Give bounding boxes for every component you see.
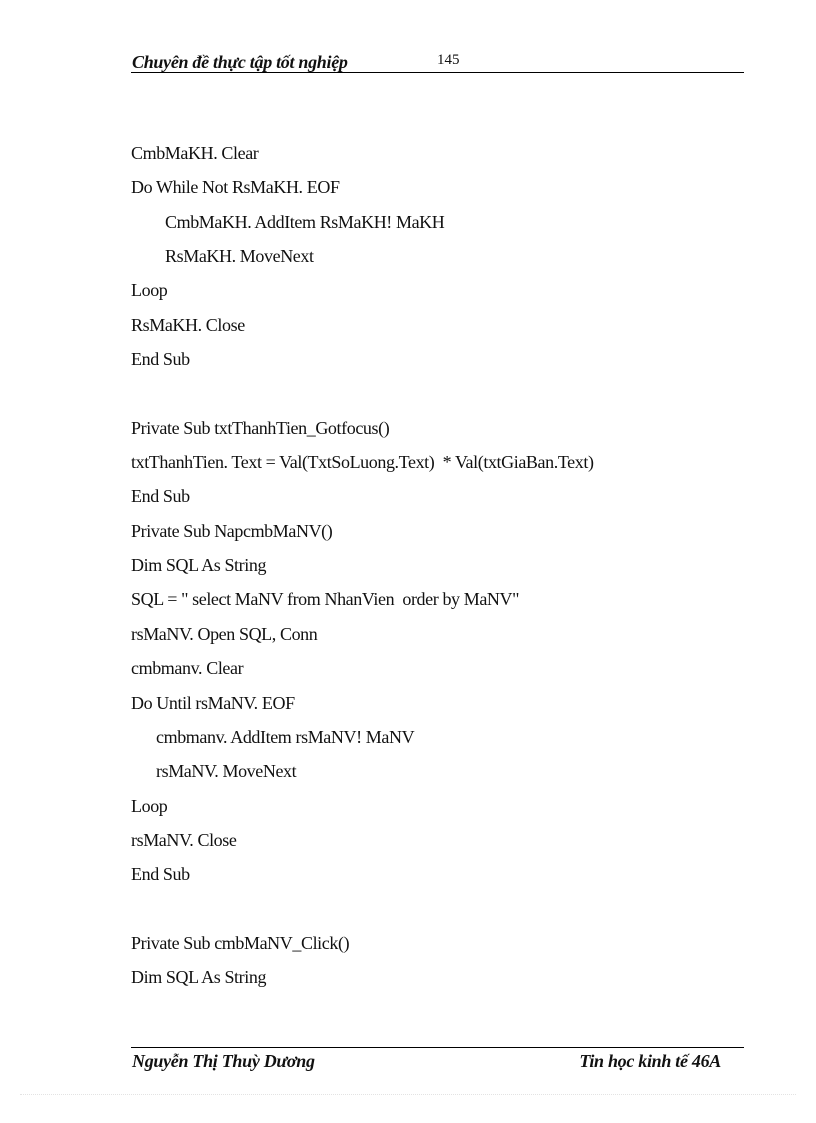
code-line: rsMaNV. Open SQL, Conn: [131, 623, 318, 644]
code-line: End Sub: [131, 486, 190, 507]
code-line: Dim SQL As String: [131, 967, 267, 988]
class-name: Tin học kinh tế 46A: [579, 1051, 721, 1071]
code-listing: [131, 142, 751, 1001]
page-footer: [131, 1047, 744, 1071]
code-line: Private Sub txtThanhTien_Gotfocus(): [131, 417, 390, 438]
code-line: cmbmanv. AddItem rsMaNV! MaNV: [156, 726, 415, 747]
code-line: cmbmanv. Clear: [131, 658, 244, 679]
code-line: txtThanhTien. Text = Val(TxtSoLuong.Text) * Val(txtGiaBan.Text): [131, 452, 594, 473]
blank-line: [131, 898, 751, 932]
code-line: rsMaNV. Close: [131, 829, 237, 850]
page-number: 145: [437, 52, 460, 68]
code-line: CmbMaKH. Clear: [131, 143, 259, 163]
code-line: End Sub: [131, 864, 190, 885]
code-line: End Sub: [131, 349, 190, 370]
code-line: Loop: [131, 795, 168, 816]
code-line: RsMaKH. Close: [131, 314, 245, 335]
author-name: Nguyễn Thị Thuỳ Dương: [132, 1051, 315, 1071]
code-line: Dim SQL As String: [131, 555, 267, 576]
code-line: Loop: [131, 280, 168, 301]
page-header: [131, 48, 744, 73]
code-line: Private Sub cmbMaNV_Click(): [131, 932, 350, 953]
code-line: Do Until rsMaNV. EOF: [131, 692, 295, 713]
document-title: Chuyên đề thực tập tốt nghiệp: [132, 52, 348, 72]
code-line: Do While Not RsMaKH. EOF: [131, 177, 340, 198]
code-line: Private Sub NapcmbMaNV(): [131, 520, 333, 541]
code-line: SQL = " select MaNV from NhanVien order by MaNV": [131, 589, 520, 610]
code-line: RsMaKH. MoveNext: [165, 246, 314, 267]
code-line: CmbMaKH. AddItem RsMaKH! MaKH: [165, 211, 445, 232]
page-bottom-divider: [20, 1094, 796, 1095]
code-line: rsMaNV. MoveNext: [156, 761, 297, 782]
blank-line: [131, 382, 751, 416]
